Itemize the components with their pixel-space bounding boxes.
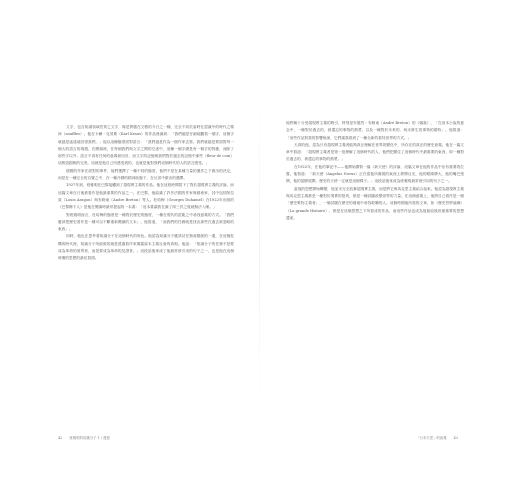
paragraph: 當他的思想開始轉變，他並未完全放棄超現實主義，而是將它與馬克思主義結合起來。他認為超現實主義與馬克思主義都是一種對於現實的批判，都是一種試圖改變世界的力量。在這個意義上，他將自己看作是一個「歷史唯物主義者」，一個試圖在歷史的廢墟中尋找救贖的人。這個時期他所寫的文章，如《歷史哲學論綱》（La grande Histoire），都是在這個思想之下所寫成的作品，而這些作品也成為他留給後世最重要的思想遺產。 [286, 186, 464, 220]
left-page-body [58, 124, 234, 263]
left-page-footer [58, 435, 116, 440]
paragraph: 天真的他，認為只有超現實主義者能夠真正理解在世界的變化中，所存在的真正的歷史意義。他在一篇文章中寫道：「超現實主義者是第一批理解了這個時代的人，他們把握住了這個時代中最重要的東西，即一種對於過去的、被遺忘的事物的熱愛。」 [286, 142, 464, 162]
running-title: 「日本天堂」的意義 [416, 436, 447, 440]
page-number: 42 [58, 436, 63, 440]
paragraph: 在1922年，在他的筆記中——他開始撰寫一篇《新天使》的評論，這篇文章在他的作品中佔有重要的位置。他寫道：「新天使（Angelus Novus）正在從他所凝視的東西上移開目光，他的眼睛睜大，他的嘴巴張開，他的翅膀展開。歷史的天使一定就是這個樣子。」這段話後來成為班雅明最常被引用的句子之一。 [286, 164, 464, 184]
paragraph: 他們稱十分受超現實主義的吸引，特別是安德烈・布勒東（André Breton）的《娜嘉》，「在這本小說的意念中，一種對於過去的、被遺忘的事物的熱愛，以及一種對於未來的、尚未發生的事物的期待」。他寫道：「這些作品對我的影響極深，它們讓我看到了一種全新的看待世界的方式。」 [286, 121, 464, 140]
right-page-footer [416, 435, 464, 440]
paragraph: 1927年到，班雅明在巴黎接觸到了超現實主義的作品。他在這段時間寫下了對於超現實主義的評論，而這篇文章在日後被看作是他最重要的作品之一。在巴黎，他結識了許多法國的作家與藝術家，其中包括阿拉貢（Louis Aragon）與布勒東（Andre Breton）等人。杜哈梅（Georges Duhamel）在1922年出版的《巴黎鄉下人》是他在閱讀時最常提起的一本書：「這本書讓我在讀了兩三頁之後就無法入睡。」 [58, 183, 234, 210]
paragraph: 德國的作家在面對的事件，他們選擇了一種不同的態度，他們不是在某種力量的運作之下做出的決定，而是在一種完全的自覺之中，在一種冷靜的精神狀態下，在反省中做出的選擇。 [58, 168, 234, 181]
paragraph: 文字，包含知識領域性質之文字，像是貫徹在文藝的今日之一種，完全不同於當時在認識中的時代之精神（snuffles）。他在卡爾・克勞斯（Karl Kraus）的作品裡讀到：「我們越是仔細地觀看一個字，這個字就越是遙遠地回望我們。」他以這種態度面對語言：「我們越是作為一個作家去寫，我們就越是要面對每一個大的語言的境遇，在閱讀裡，在每個我們與文字之間的空虛中，這種一個字總是有一個字的對應，而除了那些字以外，語言不再有任何的意義和回音，而文字的記憶與我們對於過去的記憶中那些（fleur de coin）這般毀損般的完美。這就是他自己所感受到的，也就是他對我們這個時代的人的語言感受。」 [58, 125, 234, 166]
page-number: 43 [453, 436, 458, 440]
paragraph: 同時，他也在思考著知識分子在這個時代的角色。他認為知識分子應該站在無產階級的一邊，在這個危機的時代裡，知識分子所能做的就是透過寫作來揭露資本主義社會的真相。他說：「知識分子的任務不是要成為革命的領導者，而是要成為革命的見證者。」這段話後來成了他最常被引用的句子之一，也是他在這個時期的思想的最佳寫照。 [58, 234, 234, 261]
paragraph: 對班雅明而言，杜哈梅的態度是一種對於歷史的態度，一種在現代的混亂之中尋找意義的方式。「我們應該把歷史看作是一種可以不斷重新閱讀的文本」，他寫道，「而我們的任務就是找出那些在過去被忽略的東西」。 [58, 212, 234, 232]
right-page-body [286, 120, 464, 222]
running-title: 班雅明的知識分子 1 / 漫遊 [69, 436, 110, 440]
right-page [260, 0, 520, 500]
